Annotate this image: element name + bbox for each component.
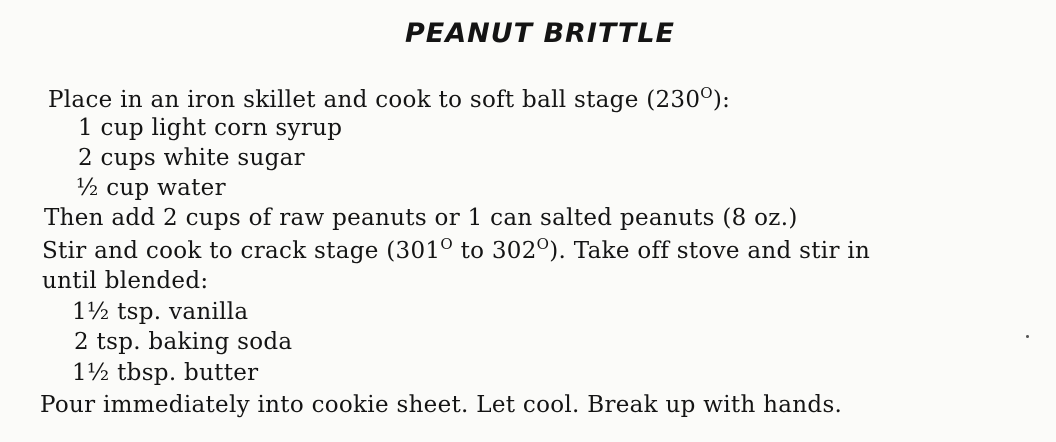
ingredient-text: 2 tsp. baking soda [74, 329, 293, 355]
instruction-line [42, 266, 208, 296]
instruction-line [44, 203, 798, 233]
ingredient-text: ½ cup water [76, 175, 226, 201]
line-text: Then add 2 cups of raw peanuts or 1 can salted peanuts (8 oz.) [44, 205, 798, 231]
print-speck [1026, 335, 1029, 338]
line-text: Pour immediately into cookie sheet. Let cool. Break up with hands. [40, 392, 843, 418]
degree-mark: O [440, 235, 453, 253]
ingredient-line [76, 173, 226, 203]
instruction-line [40, 390, 842, 420]
ingredient-line [72, 297, 248, 327]
line-text: Stir and cook to crack stage (301 [42, 238, 441, 264]
line-text: ): [712, 87, 731, 113]
ingredient-text: 2 cups white sugar [78, 145, 305, 171]
ingredient-line [78, 143, 305, 173]
line-text: to 302 [452, 238, 537, 264]
ingredient-text: 1 cup light corn syrup [78, 115, 343, 141]
ingredient-line [78, 113, 342, 143]
instruction-line [42, 236, 870, 266]
degree-mark: O [536, 235, 550, 253]
line-text: until blended: [42, 268, 209, 294]
degree-mark: O [700, 84, 713, 102]
ingredient-text: 1½ tsp. vanilla [72, 299, 249, 325]
line-text: ). Take off stove and stir in [549, 238, 871, 264]
ingredient-line [74, 327, 292, 357]
ingredient-line [72, 358, 258, 388]
recipe-title: PEANUT BRITTLE [405, 18, 675, 49]
line-text: Place in an iron skillet and cook to soft ball stage (230 [48, 87, 701, 113]
ingredient-text: 1½ tbsp. butter [72, 360, 259, 386]
instruction-line [48, 85, 730, 115]
